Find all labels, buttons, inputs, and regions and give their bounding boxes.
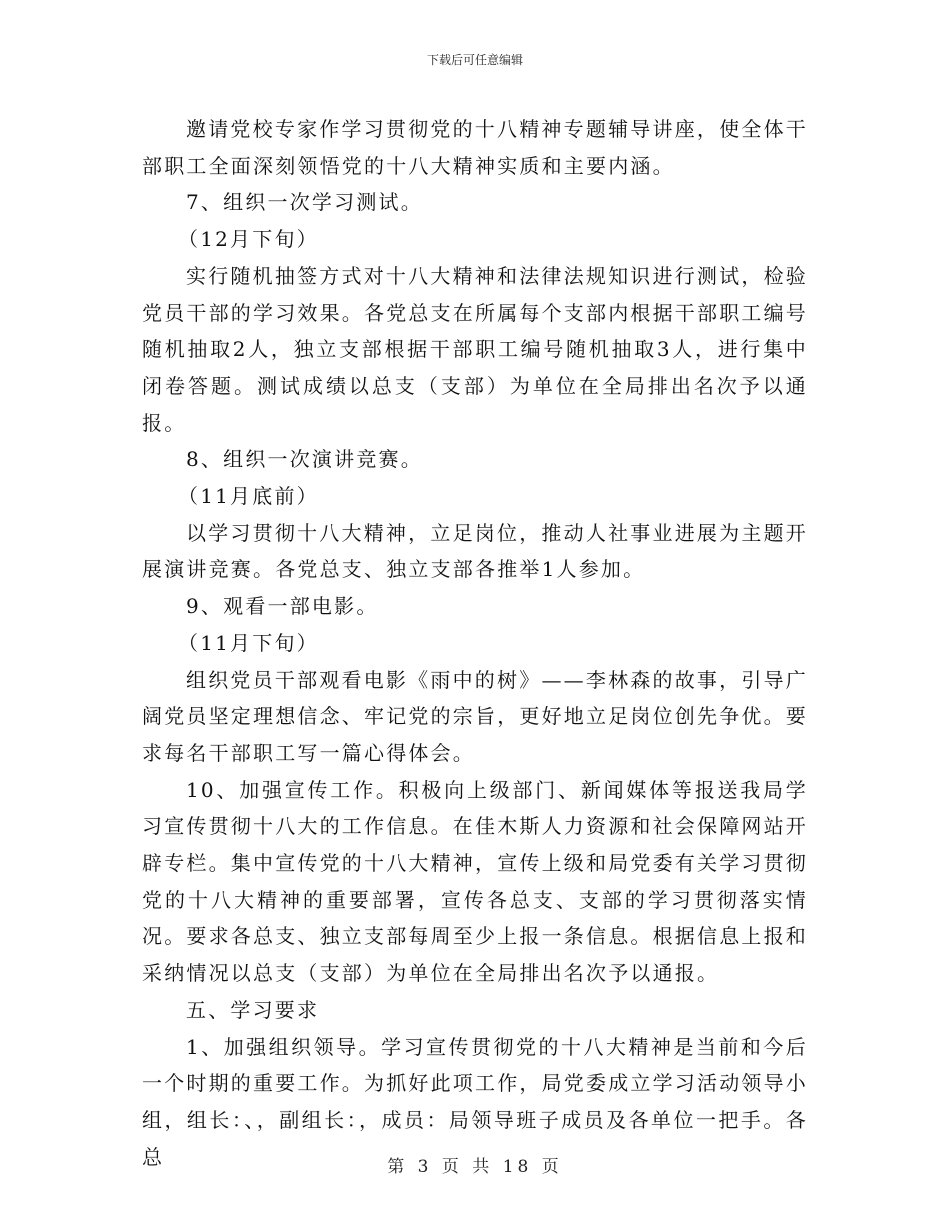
item-9-body: 组织党员干部观看电影《雨中的树》——李林森的故事，引导广阔党员坚定理想信念、牢记党的宗旨，更好地立足岗位创先争优。要求每名干部职工写一篇心得体会。: [142, 667, 808, 765]
requirement-1-body: 1、加强组织领导。学习宣传贯彻党的十八大精神是当前和今后一个时期的重要工作。为抓好此项工作，局党委成立学习活动领导小组，组长：、，副组长：，成员：局领导班子成员及各单位一把手。各总: [142, 1034, 808, 1169]
item-7-body: 实行随机抽签方式对十八大精神和法律法规知识进行测试，检验党员干部的学习效果。各党总支在所属每个支部内根据干部职工编号随机抽取2人，独立支部根据干部职工编号随机抽取3人，进行集中闭卷答题。测试成绩以总支（支部）为单位在全局排出名次予以通报。: [142, 263, 808, 435]
paragraph-lecture: 邀请党校专家作学习贯彻党的十八精神专题辅导讲座，使全体干部职工全面深刻领悟党的十八大精神实质和主要内涵。: [142, 117, 808, 178]
item-8-date: （11月底前）: [178, 484, 319, 509]
item-7-heading: 7、组织一次学习测试。: [186, 190, 423, 215]
item-10-body: 10、加强宣传工作。积极向上级部门、新闻媒体等报送我局学习宣传贯彻十八大的工作信息。在佳木斯人力资源和社会保障网站开辟专栏。集中宣传党的十八大精神，宣传上级和局党委有关学习贯彻党的十八大精神的重要部署，宣传各总支、支部的学习贯彻落实情况。要求各总支、独立支部每周至少上报一条信息。根据信息上报和采纳情况以总支（支部）为单位在全局排出名次予以通报。: [142, 777, 808, 986]
section-5-heading: 五、学习要求: [186, 997, 320, 1022]
page-header-note: 下载后可任意编辑: [426, 53, 523, 67]
document-body: [142, 111, 808, 1175]
item-9-heading: 9、观看一部电影。: [186, 594, 379, 619]
item-9-date: （11月下旬）: [178, 630, 319, 655]
page-number: 第 3 页 共 18 页: [387, 1157, 563, 1177]
item-7-date: （12月下旬）: [178, 227, 319, 252]
item-8-heading: 8、组织一次演讲竞赛。: [186, 447, 423, 472]
item-8-body: 以学习贯彻十八大精神，立足岗位，推动人社事业进展为主题开展演讲竞赛。各党总支、独立支部各推举1人参加。: [142, 520, 808, 582]
